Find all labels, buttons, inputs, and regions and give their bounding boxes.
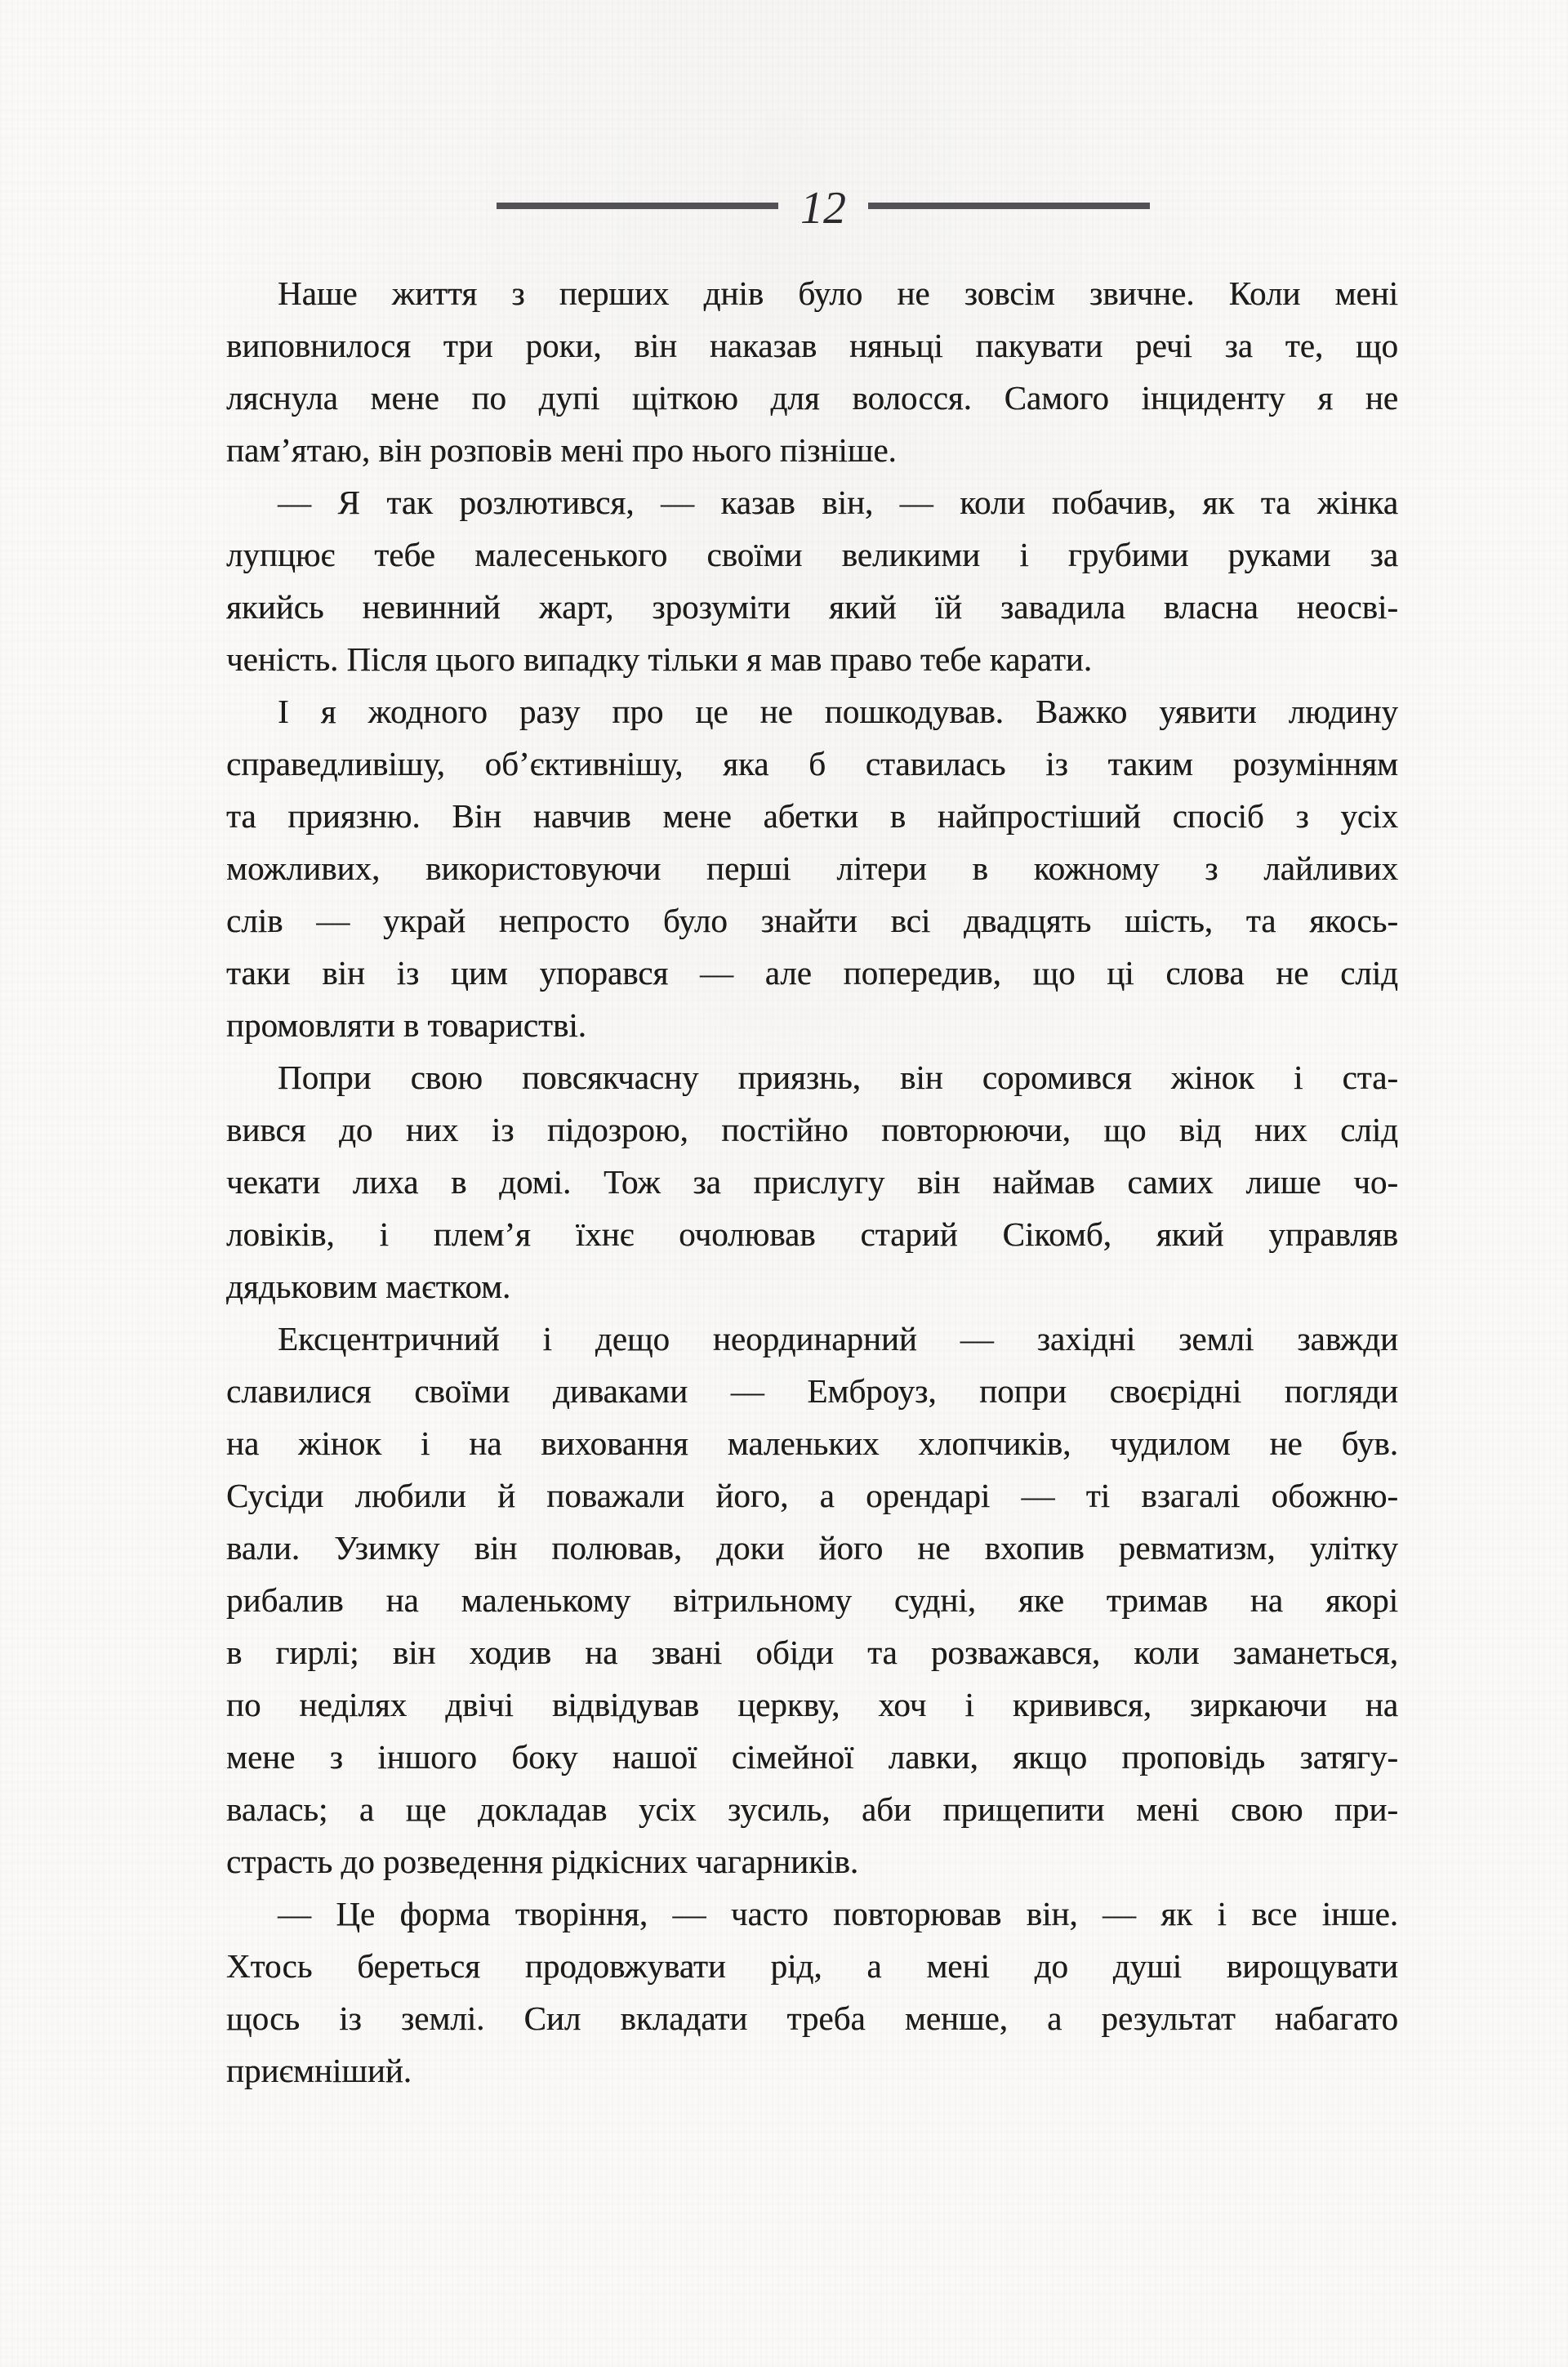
text-line: промовляти в товаристві. — [226, 1006, 586, 1044]
text-line: в гирлі; він ходив на звані обіди та розважався, коли заманеться, — [226, 1634, 1398, 1671]
text-line: вали. Узимку він полював, доки його не вхопив ревматизм, улітку — [226, 1529, 1398, 1567]
text-line: таки він із цим упорався — але попередив, що ці слова не слід — [226, 954, 1398, 992]
text-block — [226, 267, 1398, 2097]
text-line: дядьковим маєтком. — [226, 1268, 511, 1305]
text-line: лупцює тебе малесенького своїми великими і грубими руками за — [226, 536, 1398, 573]
paragraph — [226, 1051, 1398, 1313]
paragraph — [226, 1888, 1398, 2097]
page-number: 12 — [800, 183, 846, 234]
text-line: валась; а ще докладав усіх зусиль, аби прищепити мені свою при- — [226, 1790, 1398, 1828]
text-line: приємніший. — [226, 2052, 412, 2089]
text-line: Хтось береться продовжувати рід, а мені до душі вирощувати — [226, 1947, 1398, 1985]
text-line: можливих, використовуючи перші літери в кожному з лайливих — [226, 849, 1398, 887]
text-line: пам’ятаю, він розповів мені про нього пізніше. — [226, 431, 897, 469]
text-line: Попри свою повсякчасну приязнь, він соромився жінок і ста- — [278, 1059, 1398, 1096]
text-line: Сусіди любили й поважали його, а орендарі — ті взагалі обожню- — [226, 1477, 1398, 1514]
paragraph — [226, 1313, 1398, 1888]
header-rule-right — [868, 203, 1150, 209]
text-line: справедливішу, об’єктивнішу, яка б ставилась із таким розумінням — [226, 745, 1398, 782]
text-line: І я жодного разу про це не пошкодував. Важко уявити людину — [278, 693, 1398, 730]
text-line: чекати лиха в домі. Тож за прислугу він наймав самих лише чо- — [226, 1163, 1398, 1201]
text-line: — Я так розлютився, — казав він, — коли побачив, як та жінка — [278, 484, 1398, 521]
text-line: страсть до розведення рідкісних чагарників. — [226, 1843, 859, 1880]
paragraph — [226, 685, 1398, 1051]
paragraph — [226, 476, 1398, 685]
page-header — [497, 177, 1150, 234]
header-rule-left — [497, 203, 778, 209]
text-line: та приязню. Він навчив мене абетки в найпростіший спосіб з усіх — [226, 797, 1398, 835]
text-line: на жінок і на виховання маленьких хлопчиків, чудилом не був. — [226, 1424, 1398, 1462]
text-line: якийсь невинний жарт, зрозуміти який їй завадила власна неосві- — [226, 588, 1398, 626]
text-line: — Це форма творіння, — часто повторював він, — як і все інше. — [278, 1895, 1398, 1932]
paragraph — [226, 267, 1398, 476]
text-line: щось із землі. Сил вкладати треба менше, а результат набагато — [226, 1999, 1398, 2037]
text-line: рибалив на маленькому вітрильному судні, яке тримав на якорі — [226, 1581, 1398, 1619]
text-line: ченість. Після цього випадку тільки я мав право тебе карати. — [226, 640, 1093, 678]
text-line: ловіків, і плем’я їхнє очолював старий Сікомб, який управляв — [226, 1215, 1398, 1253]
text-line: Наше життя з перших днів було не зовсім звичне. Коли мені — [278, 274, 1398, 312]
text-line: слів — украй непросто було знайти всі двадцять шість, та якось- — [226, 902, 1398, 939]
text-line: славилися своїми диваками — Емброуз, попри своєрідні погляди — [226, 1372, 1398, 1410]
text-line: вився до них із підозрою, постійно повторюючи, що від них слід — [226, 1111, 1398, 1148]
text-line: мене з іншого боку нашої сімейної лавки, якщо проповідь затягу- — [226, 1738, 1398, 1776]
text-line: Ексцентричний і дещо неординарний — західні землі завжди — [278, 1320, 1398, 1357]
text-line: ляснула мене по дупі щіткою для волосся. Самого інциденту я не — [226, 379, 1398, 417]
text-line: виповнилося три роки, він наказав няньці пакувати речі за те, що — [226, 327, 1398, 364]
text-line: по неділях двічі відвідував церкву, хоч і кривився, зиркаючи на — [226, 1686, 1398, 1723]
